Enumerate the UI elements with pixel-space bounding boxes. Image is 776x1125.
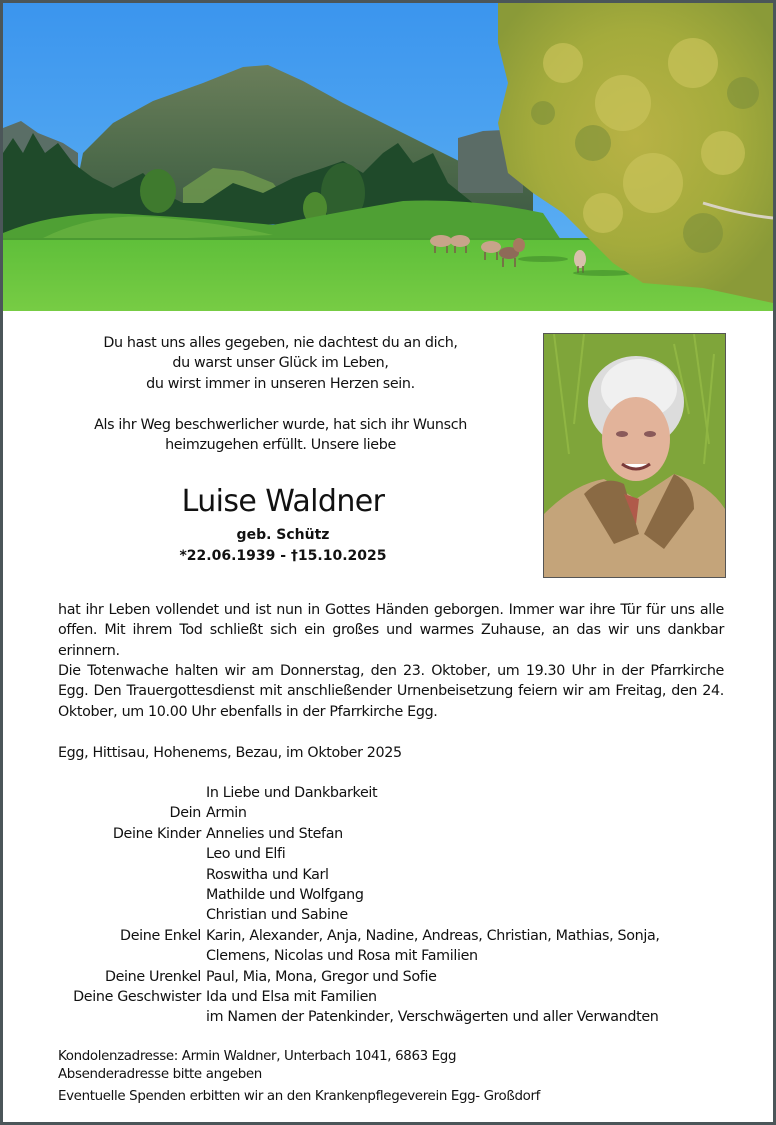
family-label	[58, 1007, 206, 1027]
family-names: Christian und Sabine	[206, 907, 348, 924]
family-row	[58, 824, 738, 844]
body-paragraph-2	[58, 661, 724, 722]
family-label: Deine Urenkel	[104, 968, 201, 985]
family-names: Clemens, Nicolas und Rosa mit Familien	[206, 948, 478, 965]
family-row	[58, 803, 738, 823]
family-names: Roswitha und Karl	[206, 866, 329, 883]
family-names: Paul, Mia, Mona, Gregor und Sofie	[206, 968, 437, 985]
verse-line: du wirst immer in unseren Herzen sein.	[146, 375, 415, 392]
verse-line: Du hast uns alles gegeben, nie dachtest du an dich,	[103, 335, 458, 351]
intro-line: Als ihr Weg beschwerlicher wurde, hat sich ihr Wunsch	[94, 417, 467, 433]
family-names: In Liebe und Dankbarkeit	[206, 785, 378, 801]
family-names: Armin	[206, 805, 247, 822]
family-label	[58, 783, 206, 803]
family-row	[58, 987, 738, 1007]
family-label	[58, 865, 206, 885]
intro-block	[58, 415, 503, 456]
intro-line: heimzugehen erfüllt. Unsere liebe	[165, 437, 396, 454]
family-row	[58, 967, 738, 987]
family-list	[58, 783, 738, 1028]
family-names: Mathilde und Wolfgang	[206, 887, 364, 904]
family-row	[58, 946, 738, 966]
family-label	[58, 885, 206, 905]
family-label: Deine Kinder	[112, 825, 201, 842]
family-row	[58, 885, 738, 905]
family-names: im Namen der Patenkinder, Verschwägerten und aller Verwandten	[206, 1009, 659, 1026]
family-row	[58, 783, 738, 803]
condolence-address: Kondolenzadresse: Armin Waldner, Unterbach 1041, 6863 Egg	[58, 1049, 457, 1064]
family-names: Karin, Alexander, Anja, Nadine, Andreas, Christian, Mathias, Sonja,	[206, 927, 660, 944]
family-label	[58, 946, 206, 966]
family-label: Deine Geschwister	[73, 989, 201, 1006]
place-date: Egg, Hittisau, Hohenems, Bezau, im Oktober 2025	[58, 745, 402, 761]
family-row	[58, 1007, 738, 1027]
body-text: Die Totenwache halten wir am Donnerstag, den 23. Oktober, um 19.30 Uhr in der Pfarrkirche Egg. Den Trauergottesdienst mit anschließender Urnenbeisetzung feiern wir am Freitag, den 24. Oktober, um 10.00 Uhr ebenfalls in der Pfarrkirche Egg.	[58, 663, 724, 720]
body-paragraph-1	[58, 600, 724, 661]
body-text: hat ihr Leben vollendet und ist nun in Gottes Händen geborgen. Immer war ihre Tür für uns alle offen. Mit ihrem Tod schließt sich ein großes und warmes Zuhause, an das wir uns dankbar erinnern.	[58, 602, 724, 659]
maiden-name: geb. Schütz	[236, 527, 330, 543]
family-names: Annelies und Stefan	[206, 825, 343, 842]
family-label	[58, 844, 206, 864]
landscape-banner-image	[3, 3, 773, 311]
donation-note: Eventuelle Spenden erbitten wir an den Krankenpflegeverein Egg- Großdorf	[58, 1089, 540, 1104]
verse-block	[58, 333, 503, 394]
family-names: Ida und Elsa mit Familien	[206, 989, 377, 1006]
sender-note: Absenderadresse bitte angeben	[58, 1067, 262, 1082]
family-names: Leo und Elfi	[206, 846, 286, 863]
portrait-photo	[543, 333, 726, 578]
family-label: Dein	[169, 805, 201, 822]
family-label: Deine Enkel	[120, 927, 201, 944]
verse-line: du warst unser Glück im Leben,	[172, 355, 389, 372]
family-row	[58, 844, 738, 864]
family-row	[58, 926, 738, 946]
family-row	[58, 865, 738, 885]
deceased-name: Luise Waldner	[181, 484, 385, 519]
family-row	[58, 905, 738, 925]
family-label	[58, 905, 206, 925]
life-dates: *22.06.1939 - †15.10.2025	[179, 548, 387, 564]
